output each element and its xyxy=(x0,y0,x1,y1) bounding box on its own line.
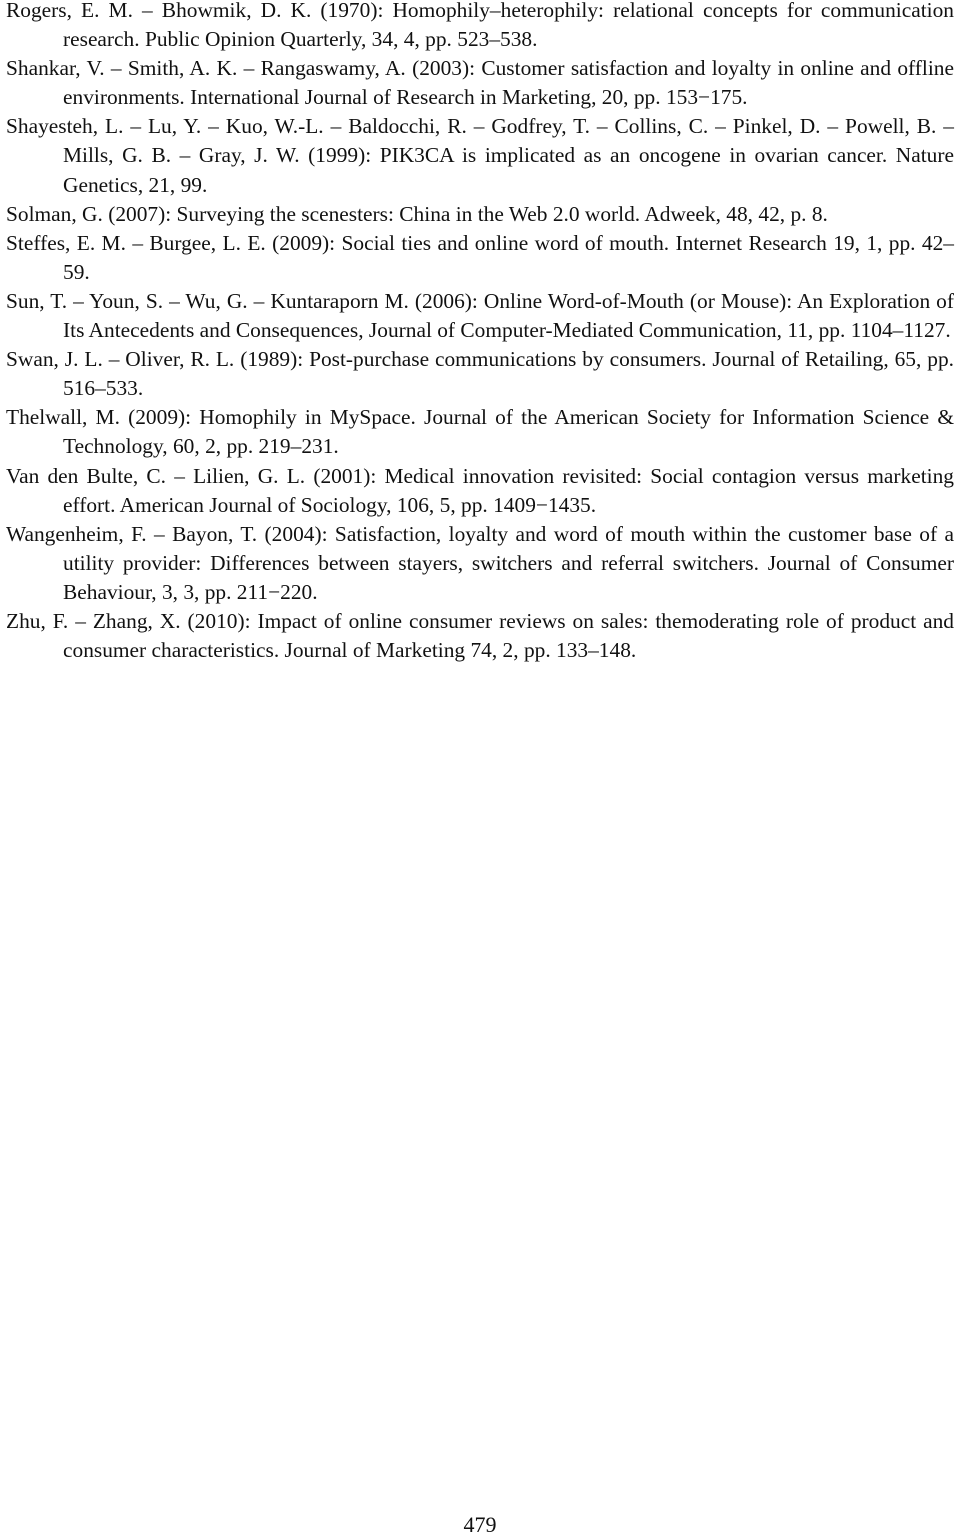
reference-entry-solman: Solman, G. (2007): Surveying the scenesters: China in the Web 2.0 world. Adweek, 48, 42, p. 8. xyxy=(6,201,828,226)
reference-entry-swan: Swan, J. L. – Oliver, R. L. (1989): Post-purchase communications by consumers. Journal of Retailing, 65, pp. 516–533. xyxy=(6,347,954,401)
reference-entry-thelwall: Thelwall, M. (2009): Homophily in MySpace. Journal of the American Society for Information Science & Technology, 60, 2, pp. 219–231. xyxy=(6,405,954,459)
page-number: 479 xyxy=(463,1512,497,1537)
reference-entry-zhu: Zhu, F. – Zhang, X. (2010): Impact of online consumer reviews on sales: themoderating role of product and consumer characteristics. Journal of Marketing 74, 2, pp. 133–148. xyxy=(6,608,954,663)
reference-entry-steffes: Steffes, E. M. – Burgee, L. E. (2009): Social ties and online word of mouth. Internet Research 19, 1, pp. 42–59. xyxy=(6,230,954,284)
reference-entry-rogers: Rogers, E. M. – Bhowmik, D. K. (1970): Homophily–heterophily: relational concepts for communication research. Public Opinion Quarterly, 34, 4, pp. 523–538. xyxy=(6,0,954,52)
reference-entry-shayesteh: Shayesteh, L. – Lu, Y. – Kuo, W.-L. – Baldocchi, R. – Godfrey, T. – Collins, C. – Pinkel, D. – Powell, B. – Mills, G. B. – Gray, J. W. (1999): PIK3CA is implicated as an oncogene in ovarian cancer. Nature Genetics, 21, 99. xyxy=(6,114,954,197)
reference-entry-van-den-bulte: Van den Bulte, C. – Lilien, G. L. (2001): Medical innovation revisited: Social contagion versus marketing effort. American Journal of Sociology, 106, 5, pp. 1409−1435. xyxy=(6,463,954,517)
reference-list xyxy=(6,0,954,665)
reference-entry-shankar: Shankar, V. – Smith, A. K. – Rangaswamy, A. (2003): Customer satisfaction and loyalty in online and offline environments. International Journal of Research in Marketing, 20, pp. 153−175. xyxy=(6,56,954,110)
reference-entry-sun: Sun, T. – Youn, S. – Wu, G. – Kuntaraporn M. (2006): Online Word-of-Mouth (or Mouse): An Exploration of Its Antecedents and Consequences, Journal of Computer-Mediated Communication, 11, pp. 1104–1127. xyxy=(6,288,954,343)
reference-entry-wangenheim: Wangenheim, F. – Bayon, T. (2004): Satisfaction, loyalty and word of mouth within the customer base of a utility provider: Differences between stayers, switchers and referral switchers. Journal of Consumer Behaviour, 3, 3, pp. 211−220. xyxy=(6,521,954,604)
